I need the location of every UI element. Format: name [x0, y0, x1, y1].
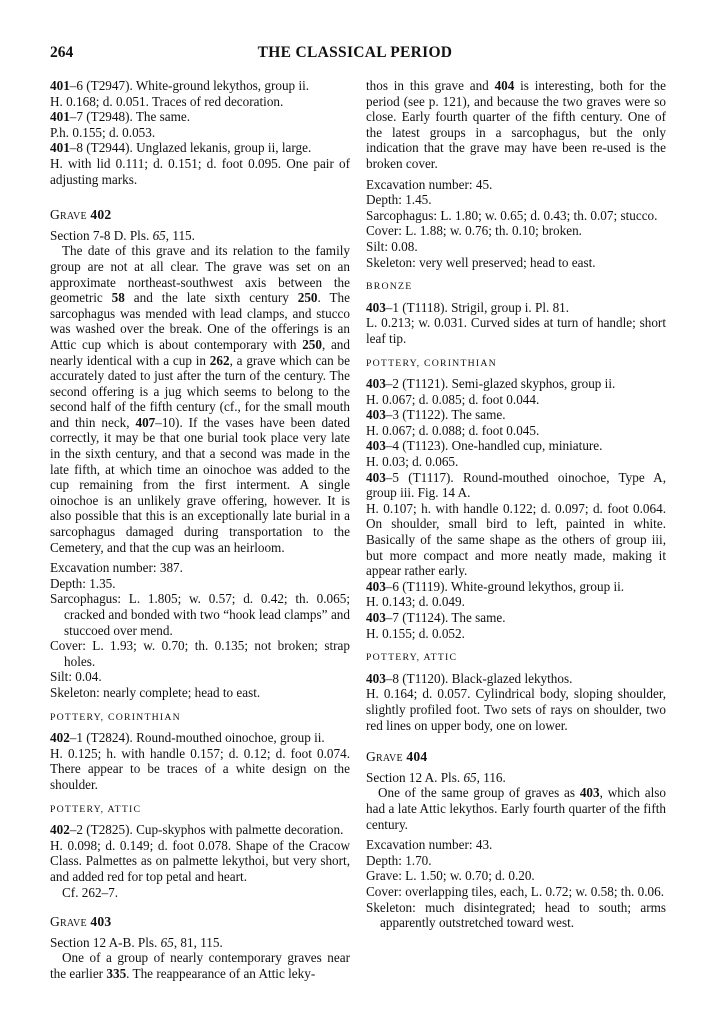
entry-number: 403: [366, 376, 386, 392]
entry-403-7: 403–7 (T1124). The same. H. 0.155; d. 0.052.: [366, 610, 506, 641]
data-line: Excavation number: 387.: [50, 560, 183, 576]
running-title: THE CLASSICAL PERIOD: [257, 44, 453, 61]
data-line: Skeleton: very well preserved; head to east.: [366, 254, 596, 270]
grave-402-heading: Grave 402: [50, 207, 112, 223]
data-line: Depth: 1.45.: [366, 192, 432, 208]
right-column: [366, 78, 666, 931]
entry-number: 403: [366, 407, 386, 423]
entry-401-6: 401–6 (T2947). White-ground lekythos, group ii. H. 0.168; d. 0.051. Traces of red decoration.: [50, 78, 310, 109]
entry-402-1: 402–1 (T2824). Round-mouthed oinochoe, group ii. H. 0.125; h. with handle 0.157; d. 0.12; d. foot 0.074. There appear to be traces of a white design on the shoulder.: [50, 730, 350, 792]
grave-403-heading: Grave 403: [50, 914, 112, 930]
entry-number: 401: [50, 109, 70, 125]
data-line: Cover: overlapping tiles, each, L. 0.72; w. 0.58; th. 0.06.: [366, 883, 665, 899]
entry-number: 403: [366, 578, 386, 594]
grave-404-description: One of the same group of graves as 403, which also had a late Attic lekythos. Early fourth quarter of the fifth century.: [366, 785, 666, 832]
data-line: Skeleton: nearly complete; head to east.: [50, 684, 261, 700]
cross-reference: Cf. 262–7.: [62, 884, 119, 900]
grave-402-section: Section 7-8 D. Pls. 65, 115.: [50, 227, 195, 243]
section-heading: BRONZE: [366, 281, 413, 293]
entry-403-2: 403–2 (T1121). Semi-glazed skyphos, group ii. H. 0.067; d. 0.085; d. foot 0.044.: [366, 376, 616, 407]
entry-number: 403: [366, 610, 386, 625]
data-line: Depth: 1.70.: [366, 852, 432, 868]
entry-403-5: 403–5 (T1117). Round-mouthed oinochoe, Type A, group iii. Fig. 14 A. H. 0.107; h. with handle 0.122; d. 0.097; d. foot 0.064. On shoulder, small bird to left, painted in white. Basically of the same shape as the others of group iii, but more compact and more neatly made, making it appear rather early.: [366, 469, 666, 579]
entry-403-8: 403–8 (T1120). Black-glazed lekythos. H. 0.164; d. 0.057. Cylindrical body, sloping shoulder, slightly profiled foot. Two sets of rays on shoulder, two red lines on upper body, one on lower.: [366, 670, 666, 733]
entry-number: 403: [366, 438, 386, 454]
entry-number: 403: [366, 299, 386, 315]
data-line: Cover: L. 1.88; w. 0.76; th. 0.10; broken.: [366, 223, 582, 239]
entry-403-4: 403–4 (T1123). One-handled cup, miniature. H. 0.03; d. 0.065.: [366, 438, 603, 470]
data-line: Silt: 0.08.: [366, 238, 418, 254]
entry-number: 402: [50, 822, 70, 838]
data-line: Sarcophagus: L. 1.805; w. 0.57; d. 0.42; th. 0.065; cracked and bonded with two “hook lead clamps” and stuccoed over mend.: [50, 591, 350, 638]
grave-402-description: The date of this grave and its relation to the family group are not at all clear. The grave was set on an approximate northeast-southwest axis between the geometric 58 and the late sixth century 250. The sarcophagus was mended with lead clamps, and stucco was washed over the break. One of the offerings is an Attic cup which is about contemporary with 250, and nearly identical with a cup in 262, a grave which can be accurately dated to just after the turn of the century. The second offering is a jug which seems to belong to the second half of the fifth century (cf., for the small mouth and thin neck, 407–10). If the vases have been dated correctly, it may be that one burial took place very late in the sixth century, and that a second was made in the late fifth, at which time an oinochoe was added to the cup remaining from the first interment. A single oinochoe is an unlikely grave offering, however. It is also possible that this is an exceptionally late burial in a sarcophagus damaged during transportation to the Cemetery, and that the cup was an heirloom.: [50, 243, 350, 555]
entry-403-1: 403–1 (T1118). Strigil, group i. Pl. 81. L. 0.213; w. 0.031. Curved sides at turn of handle; short leaf tip.: [366, 299, 666, 346]
data-line: Grave: L. 1.50; w. 0.70; d. 0.20.: [366, 868, 535, 884]
data-line: Depth: 1.35.: [50, 575, 116, 591]
data-line: Silt: 0.04.: [50, 669, 102, 685]
grave-404-heading: Grave 404: [366, 749, 428, 765]
data-line: Skeleton: much disintegrated; head to south; arms apparently outstretched toward west.: [366, 899, 666, 931]
grave-403-section: Section 12 A-B. Pls. 65, 81, 115.: [50, 934, 223, 950]
section-heading: POTTERY, CORINTHIAN: [50, 711, 181, 723]
entry-402-2: 402–2 (T2825). Cup-skyphos with palmette decoration. H. 0.098; d. 0.149; d. foot 0.078. Shape of the Cracow Class. Palmettes as on palmette lekythoi, but very short, and added red for top petal and heart.: [50, 822, 350, 884]
data-line: Excavation number: 43.: [366, 837, 493, 853]
data-line: Cover: L. 1.93; w. 0.70; th. 0.135; not broken; strap holes.: [50, 638, 350, 669]
entry-number: 402: [50, 730, 70, 746]
entry-401-8: 401–8 (T2944). Unglazed lekanis, group ii, large. H. with lid 0.111; d. 0.151; d. foot 0.095. One pair of adjusting marks.: [50, 140, 350, 187]
grave-403-description: One of a group of nearly contemporary graves near the earlier 335. The reappearance of an Attic leky-: [50, 950, 350, 981]
entry-403-6: 403–6 (T1119). White-ground lekythos, group ii. H. 0.143; d. 0.049.: [366, 578, 625, 610]
data-line: Excavation number: 45.: [366, 176, 493, 192]
data-line: Sarcophagus: L. 1.80; w. 0.65; d. 0.43; th. 0.07; stucco.: [366, 207, 658, 223]
entry-number: 403: [366, 670, 386, 686]
grave-404-section: Section 12 A. Pls. 65, 116.: [366, 769, 506, 785]
entry-number: 401: [50, 78, 70, 93]
section-heading: POTTERY, ATTIC: [366, 652, 458, 664]
entry-401-7: 401–7 (T2948). The same. P.h. 0.155; d. 0.053.: [50, 109, 191, 140]
section-heading: POTTERY, ATTIC: [50, 803, 142, 815]
section-heading: POTTERY, CORINTHIAN: [366, 357, 497, 369]
entry-number: 401: [50, 140, 70, 156]
page-header: [50, 44, 660, 66]
entry-number: 403: [366, 469, 386, 485]
left-column: [50, 78, 350, 981]
grave-403-description-cont: thos in this grave and 404 is interesting, both for the period (see p. 121), and because the two graves were so close. Early fourth quarter of the fifth century. One of the latest groups in a sarcophagus, but the only indication that the grave may have been re-used is the broken cover.: [366, 78, 666, 171]
page-number: 264: [50, 44, 74, 61]
entry-403-3: 403–3 (T1122). The same. H. 0.067; d. 0.088; d. foot 0.045.: [366, 407, 540, 438]
